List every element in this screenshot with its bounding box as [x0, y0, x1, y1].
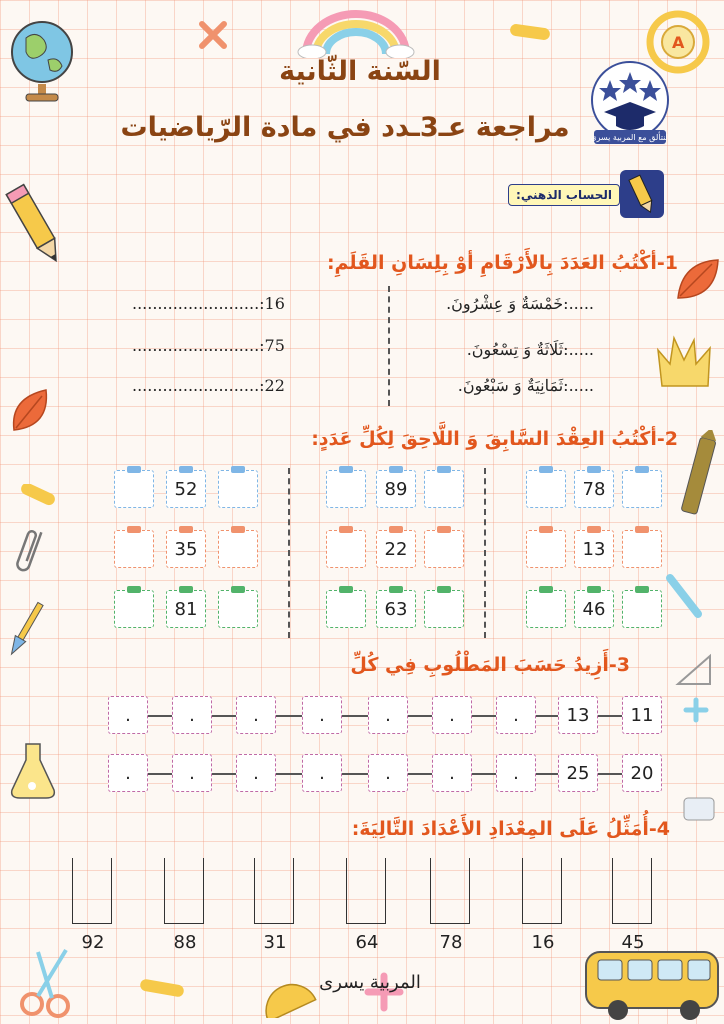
answer-box[interactable]	[218, 470, 258, 508]
abacus-number: 64	[355, 932, 379, 953]
section3-title: 3-أَزِيدُ حَسَبَ المَطْلُوبِ فِي كُلِّ	[350, 654, 630, 676]
answer-box[interactable]	[526, 470, 566, 508]
section1-left-item: .........................:22	[132, 376, 285, 395]
abacus-number: 16	[531, 932, 555, 953]
number-box: 22	[376, 530, 416, 568]
answer-box[interactable]	[622, 470, 662, 508]
chain-answer-box[interactable]: .	[108, 696, 148, 734]
abacus-rod[interactable]	[430, 858, 470, 924]
chain-answer-box[interactable]: .	[236, 696, 276, 734]
number-box: 89	[376, 470, 416, 508]
flask-icon	[6, 740, 60, 806]
fan-icon	[654, 334, 716, 398]
answer-box[interactable]	[326, 470, 366, 508]
chain-answer-box[interactable]: .	[302, 754, 342, 792]
answer-box[interactable]	[326, 590, 366, 628]
bus-icon	[580, 944, 724, 1024]
answer-box[interactable]	[526, 530, 566, 568]
answer-box[interactable]	[114, 590, 154, 628]
logo-caption: لنتألق مع المربية يسرى	[590, 133, 668, 142]
chain-number-box: 25	[558, 754, 598, 792]
answer-box[interactable]	[622, 590, 662, 628]
abacus-rod[interactable]	[164, 858, 204, 924]
svg-text:A: A	[672, 33, 685, 52]
abacus-number: 78	[439, 932, 463, 953]
cross2-icon	[682, 696, 710, 728]
answer-box[interactable]	[424, 470, 464, 508]
answer-box[interactable]	[218, 590, 258, 628]
chain-answer-box[interactable]: .	[496, 696, 536, 734]
rainbow-icon	[296, 6, 416, 62]
abacus-rod[interactable]	[72, 858, 112, 924]
answer-box[interactable]	[114, 530, 154, 568]
section1-title: 1-أكْتُبُ العَدَدَ بِالأَرْقَامِ أوْ بِلِسَانِ القَلَمِ:	[326, 252, 678, 274]
section1-left-item: .........................:16	[132, 294, 285, 313]
chain-answer-box[interactable]: .	[108, 754, 148, 792]
brush-icon	[6, 596, 46, 666]
answer-box[interactable]	[526, 590, 566, 628]
answer-box[interactable]	[114, 470, 154, 508]
number-box: 13	[574, 530, 614, 568]
eraser2-icon	[18, 484, 58, 510]
section2-divider-2	[484, 468, 486, 638]
chain-answer-box[interactable]: .	[236, 754, 276, 792]
number-box: 63	[376, 590, 416, 628]
section2-divider-1	[288, 468, 290, 638]
ruler-icon	[664, 572, 704, 624]
abacus-rod[interactable]	[346, 858, 386, 924]
abacus-number: 92	[81, 932, 105, 953]
chain-answer-box[interactable]: .	[432, 754, 472, 792]
number-box: 46	[574, 590, 614, 628]
abacus-rod[interactable]	[254, 858, 294, 924]
chain-answer-box[interactable]: .	[432, 696, 472, 734]
chain-answer-box[interactable]: .	[172, 754, 212, 792]
page-subtitle: مراجعة عـ3ـدد في مادة الرّياضيات	[120, 112, 570, 143]
section1-right-item: .....:ثَلَاثَةٌ وَ تِسْعُونَ.	[466, 340, 594, 359]
chain-answer-box[interactable]: .	[496, 754, 536, 792]
chain-number-box: 13	[558, 696, 598, 734]
paperclip-icon	[16, 524, 46, 584]
badge-pencil-icon	[616, 166, 668, 226]
number-box: 78	[574, 470, 614, 508]
leaf-icon	[672, 254, 722, 314]
globe-icon	[8, 12, 80, 108]
abacus-number: 45	[621, 932, 645, 953]
footer-author: المربية يسرى	[319, 972, 421, 993]
section1-right-item: .....:خَمْسَةٌ وَ عِشْرُونَ.	[446, 294, 594, 313]
section4-title: 4-أُمَثِّلُ عَلَى المِعْدَادِ الأَعْدَادَ التَّالِيَةَ:	[351, 818, 670, 840]
scissors-icon	[18, 944, 80, 1024]
number-box: 35	[166, 530, 206, 568]
chain-answer-box[interactable]: .	[172, 696, 212, 734]
pencil-icon	[4, 180, 68, 276]
abacus-rod[interactable]	[612, 858, 652, 924]
number-box: 52	[166, 470, 206, 508]
answer-box[interactable]	[424, 530, 464, 568]
chain-answer-box[interactable]: .	[302, 696, 342, 734]
abacus-number: 88	[173, 932, 197, 953]
chain-answer-box[interactable]: .	[368, 754, 408, 792]
section1-divider	[388, 286, 390, 406]
eraser-icon	[508, 22, 552, 48]
abacus-rod[interactable]	[522, 858, 562, 924]
section1-left-item: .........................:75	[132, 336, 285, 355]
triangle-icon	[674, 652, 714, 692]
page-title: السّنة الثّانية	[279, 56, 441, 87]
answer-box[interactable]	[326, 530, 366, 568]
chain-number-box: 20	[622, 754, 662, 792]
leaf2-icon	[4, 384, 54, 442]
crayon-icon	[676, 430, 722, 530]
chain-answer-box[interactable]: .	[368, 696, 408, 734]
number-box: 81	[166, 590, 206, 628]
section2-title: 2-أكْتُبُ العِقْدَ السَّابِقَ وَ اللَّاحِقَ لِكُلِّ عَدَدٍ:	[311, 428, 678, 450]
section1-right-item: .....:ثَمَانِيَةٌ وَ سَبْعُونَ.	[457, 376, 594, 395]
eraser3-icon	[680, 792, 720, 830]
mental-math-badge: الحساب الذهني:	[508, 184, 620, 206]
eraser4-icon	[138, 978, 186, 1004]
abacus-number: 31	[263, 932, 287, 953]
cross-icon	[196, 18, 230, 56]
answer-box[interactable]	[424, 590, 464, 628]
chain-number-box: 11	[622, 696, 662, 734]
answer-box[interactable]	[622, 530, 662, 568]
answer-box[interactable]	[218, 530, 258, 568]
